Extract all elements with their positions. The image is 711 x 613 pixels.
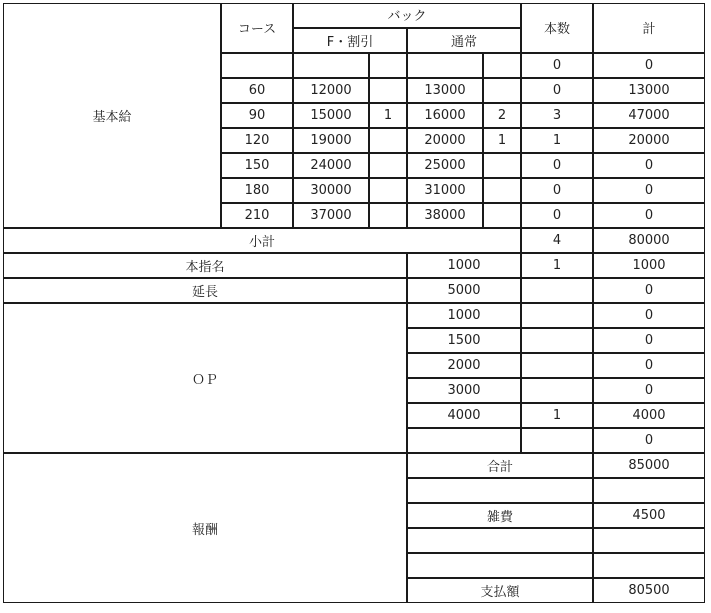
normal-price-value: 13000: [424, 83, 466, 98]
count-value: 0: [552, 83, 562, 98]
total-cell: [593, 78, 705, 103]
course-value: 210: [244, 208, 270, 223]
normal-qty-value: 2: [497, 108, 507, 123]
f-price-cell: [293, 128, 369, 153]
grand-total-label-cell: [407, 453, 593, 478]
header-f-discount-cell: [293, 28, 407, 53]
total-cell: [593, 203, 705, 228]
payment-label: 支払額: [480, 585, 520, 600]
op-total: 0: [644, 358, 654, 373]
normal-price-value: 25000: [424, 158, 466, 173]
count-value: 0: [552, 183, 562, 198]
normal-price-value: 31000: [424, 183, 466, 198]
subtotal-label: 小計: [248, 235, 275, 250]
subtotal-total-cell: [593, 228, 705, 253]
count-value: 0: [552, 158, 562, 173]
header-count: 本数: [543, 22, 570, 37]
course-value: 120: [244, 133, 270, 148]
op-count-cell: [521, 403, 593, 428]
total-cell: [593, 128, 705, 153]
op-total-cell: [593, 403, 705, 428]
subtotal-count-cell: [521, 228, 593, 253]
grand-total-cell: [593, 453, 705, 478]
count-value: 1: [552, 133, 562, 148]
op-total: 0: [644, 383, 654, 398]
header-course-cell: [221, 3, 293, 53]
op-price-cell: [407, 428, 521, 453]
empty-cell: [593, 553, 705, 578]
normal-qty-cell: [483, 128, 521, 153]
f-qty-cell: [369, 103, 407, 128]
normal-price-value: 20000: [424, 133, 466, 148]
nomination-count: 1: [552, 258, 562, 273]
normal-price-cell: [407, 78, 483, 103]
f-price-value: 19000: [310, 133, 352, 148]
subtotal-label-cell: [3, 228, 521, 253]
blank-course-cell: [221, 53, 293, 78]
base-pay-label: 基本給: [92, 110, 132, 125]
op-price-cell: [407, 303, 521, 328]
base-pay-label-cell: [3, 3, 221, 228]
reward-label-cell: [3, 453, 407, 603]
grand-total-label: 合計: [486, 460, 513, 475]
normal-qty-cell: [483, 178, 521, 203]
count-cell: [521, 78, 593, 103]
extension-total-cell: [593, 278, 705, 303]
count-cell: [521, 128, 593, 153]
payment-cell: [593, 578, 705, 603]
op-count: 1: [552, 408, 562, 423]
header-course: コース: [237, 22, 277, 37]
payment-value: 80500: [628, 583, 670, 598]
op-price-cell: [407, 378, 521, 403]
empty-cell: [407, 528, 593, 553]
subtotal-total: 80000: [628, 233, 670, 248]
course-cell: [221, 203, 293, 228]
total-value: 20000: [628, 133, 670, 148]
nomination-price-cell: [407, 253, 521, 278]
f-price-cell: [293, 103, 369, 128]
empty-cell: [407, 553, 593, 578]
total-value: 0: [644, 208, 654, 223]
total-cell: [593, 153, 705, 178]
op-total-cell: [593, 353, 705, 378]
header-normal: 通常: [450, 35, 477, 50]
normal-price-cell: [407, 178, 483, 203]
count-cell: [521, 178, 593, 203]
blank-total: 0: [644, 58, 654, 73]
extension-count-cell: [521, 278, 593, 303]
op-total: 0: [644, 333, 654, 348]
blank-f-qty-cell: [369, 53, 407, 78]
f-price-cell: [293, 178, 369, 203]
total-value: 0: [644, 158, 654, 173]
misc-label-cell: [407, 503, 593, 528]
f-qty-cell: [369, 78, 407, 103]
header-back: バック: [387, 9, 427, 24]
course-cell: [221, 103, 293, 128]
normal-qty-cell: [483, 78, 521, 103]
grand-total: 85000: [628, 458, 670, 473]
count-value: 3: [552, 108, 562, 123]
normal-price-cell: [407, 153, 483, 178]
subtotal-count: 4: [552, 233, 562, 248]
extension-label-cell: [3, 278, 407, 303]
extension-total: 0: [644, 283, 654, 298]
pay-calculation-sheet: [4, 4, 706, 604]
misc-cell: [593, 503, 705, 528]
payment-label-cell: [407, 578, 593, 603]
op-total-cell: [593, 378, 705, 403]
op-count-cell: [521, 378, 593, 403]
nomination-price: 1000: [447, 258, 481, 273]
f-price-value: 30000: [310, 183, 352, 198]
op-label: ＯＰ: [191, 372, 218, 388]
nomination-count-cell: [521, 253, 593, 278]
op-total: 0: [644, 308, 654, 323]
count-cell: [521, 153, 593, 178]
normal-qty-cell: [483, 203, 521, 228]
header-total: 計: [642, 22, 656, 37]
op-price: 1000: [447, 308, 481, 323]
f-qty-cell: [369, 203, 407, 228]
normal-price-cell: [407, 103, 483, 128]
blank-f-price-cell: [293, 53, 369, 78]
nomination-label-cell: [3, 253, 407, 278]
empty-cell: [407, 478, 593, 503]
course-cell: [221, 153, 293, 178]
nomination-total: 1000: [632, 258, 666, 273]
header-f-discount: F・割引: [326, 35, 374, 50]
total-cell: [593, 103, 705, 128]
op-price-cell: [407, 328, 521, 353]
op-price: 4000: [447, 408, 481, 423]
course-cell: [221, 128, 293, 153]
f-price-cell: [293, 153, 369, 178]
nomination-total-cell: [593, 253, 705, 278]
reward-label: 報酬: [191, 522, 218, 538]
normal-price-cell: [407, 203, 483, 228]
blank-total-cell: [593, 53, 705, 78]
count-cell: [521, 203, 593, 228]
total-value: 0: [644, 183, 654, 198]
op-count-cell: [521, 303, 593, 328]
blank-normal-qty-cell: [483, 53, 521, 78]
f-price-value: 37000: [310, 208, 352, 223]
misc-label: 雑費: [486, 510, 513, 525]
op-count-cell: [521, 353, 593, 378]
normal-price-value: 38000: [424, 208, 466, 223]
op-count-cell: [521, 428, 593, 453]
header-count-cell: [521, 3, 593, 53]
course-value: 90: [248, 108, 266, 123]
f-price-cell: [293, 78, 369, 103]
op-price-cell: [407, 353, 521, 378]
empty-cell: [593, 478, 705, 503]
header-total-cell: [593, 3, 705, 53]
blank-count: 0: [552, 58, 562, 73]
f-price-cell: [293, 203, 369, 228]
extension-label: 延長: [191, 285, 218, 300]
f-qty-value: 1: [383, 108, 393, 123]
misc-value: 4500: [632, 508, 666, 523]
empty-cell: [593, 528, 705, 553]
op-price: 1500: [447, 333, 481, 348]
blank-count-cell: [521, 53, 593, 78]
op-count-cell: [521, 328, 593, 353]
course-cell: [221, 78, 293, 103]
normal-price-value: 16000: [424, 108, 466, 123]
course-value: 150: [244, 158, 270, 173]
f-price-value: 12000: [310, 83, 352, 98]
op-price: 2000: [447, 358, 481, 373]
header-normal-cell: [407, 28, 521, 53]
blank-normal-price-cell: [407, 53, 483, 78]
op-total-cell: [593, 303, 705, 328]
extension-price: 5000: [447, 283, 481, 298]
op-total: 0: [644, 433, 654, 448]
op-label-cell: [3, 303, 407, 453]
f-qty-cell: [369, 178, 407, 203]
f-qty-cell: [369, 128, 407, 153]
header-back-cell: [293, 3, 521, 28]
op-price: 3000: [447, 383, 481, 398]
course-cell: [221, 178, 293, 203]
op-total: 4000: [632, 408, 666, 423]
total-cell: [593, 178, 705, 203]
total-value: 47000: [628, 108, 670, 123]
normal-price-cell: [407, 128, 483, 153]
normal-qty-cell: [483, 103, 521, 128]
count-value: 0: [552, 208, 562, 223]
f-qty-cell: [369, 153, 407, 178]
normal-qty-value: 1: [497, 133, 507, 148]
course-value: 180: [244, 183, 270, 198]
course-value: 60: [248, 83, 266, 98]
f-price-value: 15000: [310, 108, 352, 123]
count-cell: [521, 103, 593, 128]
extension-price-cell: [407, 278, 521, 303]
op-price-cell: [407, 403, 521, 428]
op-total-cell: [593, 328, 705, 353]
op-total-cell: [593, 428, 705, 453]
normal-qty-cell: [483, 153, 521, 178]
nomination-label: 本指名: [185, 260, 225, 275]
f-price-value: 24000: [310, 158, 352, 173]
total-value: 13000: [628, 83, 670, 98]
